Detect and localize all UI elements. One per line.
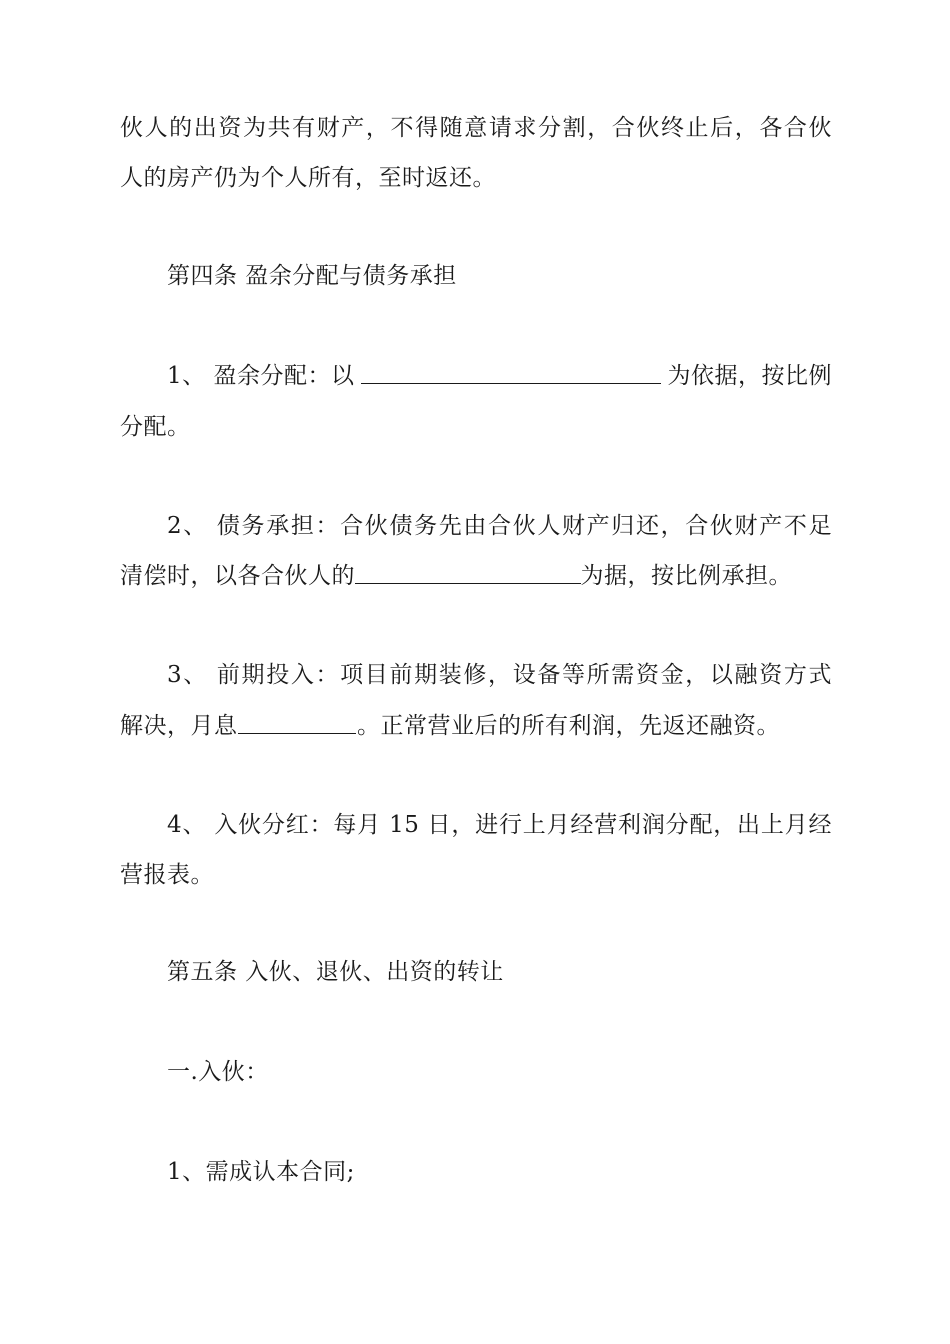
item-2-line-2 xyxy=(120,561,792,591)
item-2-line-1: 2、 债务承担：合伙债务先由合伙人财产归还，合伙财产不足 xyxy=(167,513,832,539)
item-4-line-1: 4、 入伙分红：每月 15 日，进行上月经营利润分配，出上月经 xyxy=(167,812,832,838)
fill-in-blank xyxy=(238,711,356,734)
item-1-line-2: 分配。 xyxy=(120,414,191,440)
item-2-prefix: 清偿时，以各合伙人的 xyxy=(120,563,355,589)
item-1-suffix: 为依据，按比例 xyxy=(667,363,832,389)
fill-in-blank xyxy=(361,361,661,384)
article-4-heading: 第四条 盈余分配与债务承担 xyxy=(167,263,457,289)
fill-in-blank xyxy=(355,561,581,584)
item-1-line xyxy=(167,361,832,391)
item-3-line-1: 3、 前期投入：项目前期装修，设备等所需资金，以融资方式 xyxy=(167,662,832,688)
item-3-prefix: 解决，月息 xyxy=(120,713,238,739)
item-3-line-2 xyxy=(120,711,780,741)
section-1-item-1: 1、需成认本合同; xyxy=(167,1159,355,1185)
item-1-prefix: 1、 盈余分配：以 xyxy=(167,363,355,389)
item-4-line-2: 营报表。 xyxy=(120,862,214,888)
item-2-suffix: 为据，按比例承担。 xyxy=(580,563,792,589)
paragraph-line: 伙人的出资为共有财产，不得随意请求分割，合伙终止后，各合伙 xyxy=(120,115,832,141)
section-1-heading: 一.入伙： xyxy=(167,1059,269,1085)
paragraph-line: 人的房产仍为个人所有，至时返还。 xyxy=(120,165,496,191)
article-5-heading: 第五条 入伙、退伙、出资的转让 xyxy=(167,959,504,985)
item-3-suffix: 。正常营业后的所有利润，先返还融资。 xyxy=(357,713,780,739)
